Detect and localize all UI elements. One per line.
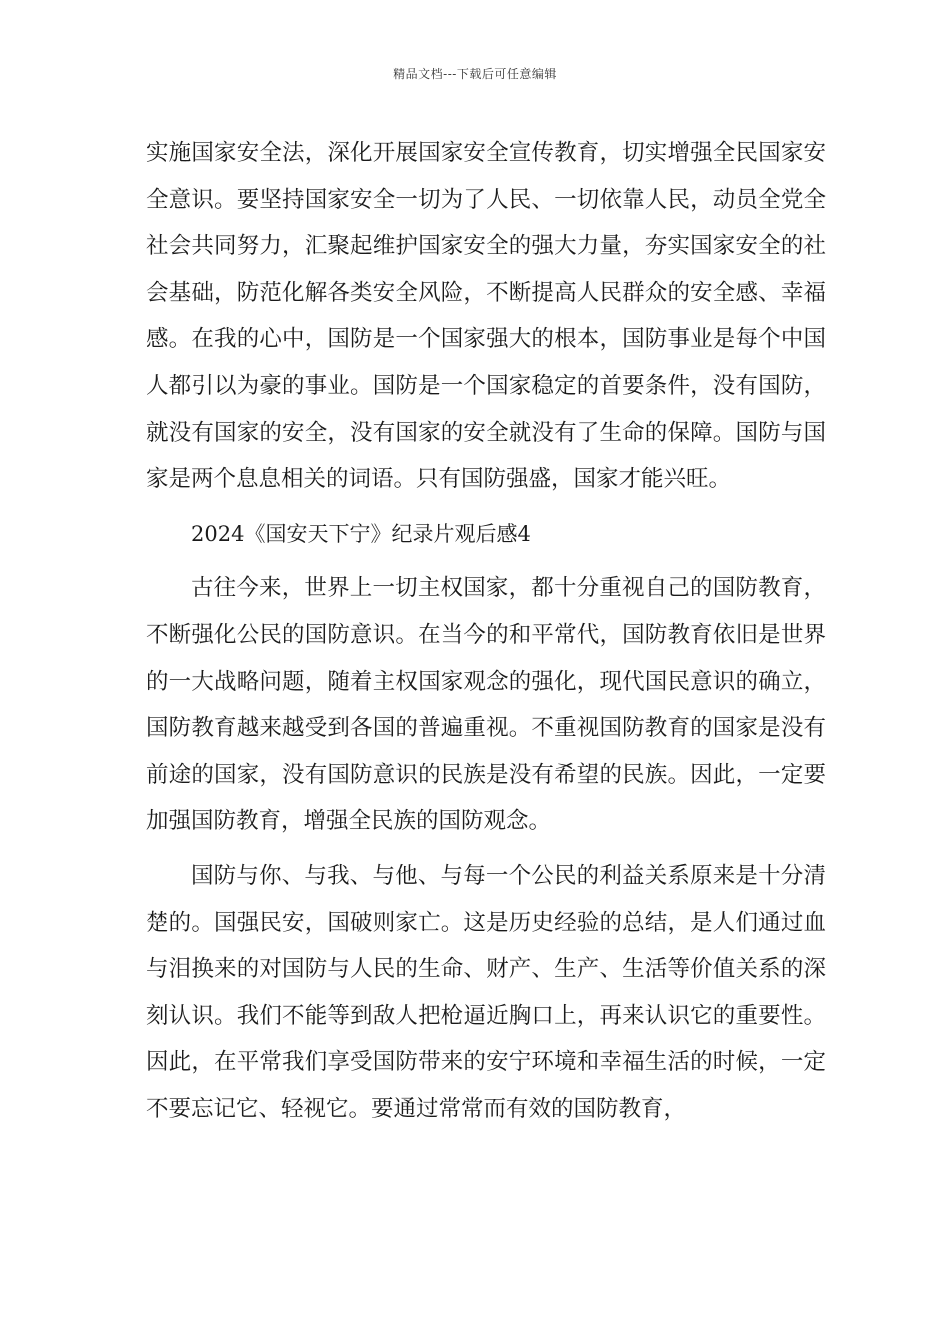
paragraph-gap bbox=[146, 503, 826, 511]
page-header: 精品文档---下载后可任意编辑 bbox=[393, 67, 557, 81]
paragraph-gap bbox=[146, 845, 826, 853]
paragraph: 国防与你、与我、与他、与每一个公民的利益关系原来是十分清楚的。国强民安，国破则家亡。这是历史经验的总结，是人们通过血与泪换来的对国防与人民的生命、财产、生产、生活等价值关系的深刻认识。我们不能等到敌人把枪逼近胸口上，再来认识它的重要性。因此，在平常我们享受国防带来的安宁环境和幸福生活的时候，一定不要忘记它、轻视它。要通过常常而有效的国防教育， bbox=[146, 862, 826, 1122]
paragraph-gap bbox=[146, 557, 826, 565]
document-body bbox=[146, 130, 826, 1132]
section-subtitle: 2024《国安天下宁》纪录片观后感4 bbox=[191, 521, 531, 546]
paragraph: 古往今来，世界上一切主权国家，都十分重视自己的国防教育，不断强化公民的国防意识。在当今的和平常代，国防教育依旧是世界的一大战略问题，随着主权国家观念的强化，现代国民意识的确立，国防教育越来越受到各国的普遍重视。不重视国防教育的国家是没有前途的国家，没有国防意识的民族是没有希望的民族。因此，一定要加强国防教育，增强全民族的国防观念。 bbox=[146, 575, 826, 835]
paragraph-continued: 实施国家安全法，深化开展国家安全宣传教育，切实增强全民国家安全意识。要坚持国家安全一切为了人民、一切依靠人民，动员全党全社会共同努力，汇聚起维护国家安全的强大力量，夯实国家安全的社会基础，防范化解各类安全风险，不断提高人民群众的安全感、幸福感。在我的心中，国防是一个国家强大的根本，国防事业是每个中国人都引以为豪的事业。国防是一个国家稳定的首要条件，没有国防，就没有国家的安全，没有国家的安全就没有了生命的保障。国防与国家是两个息息相关的词语。只有国防强盛，国家才能兴旺。 bbox=[146, 140, 826, 493]
